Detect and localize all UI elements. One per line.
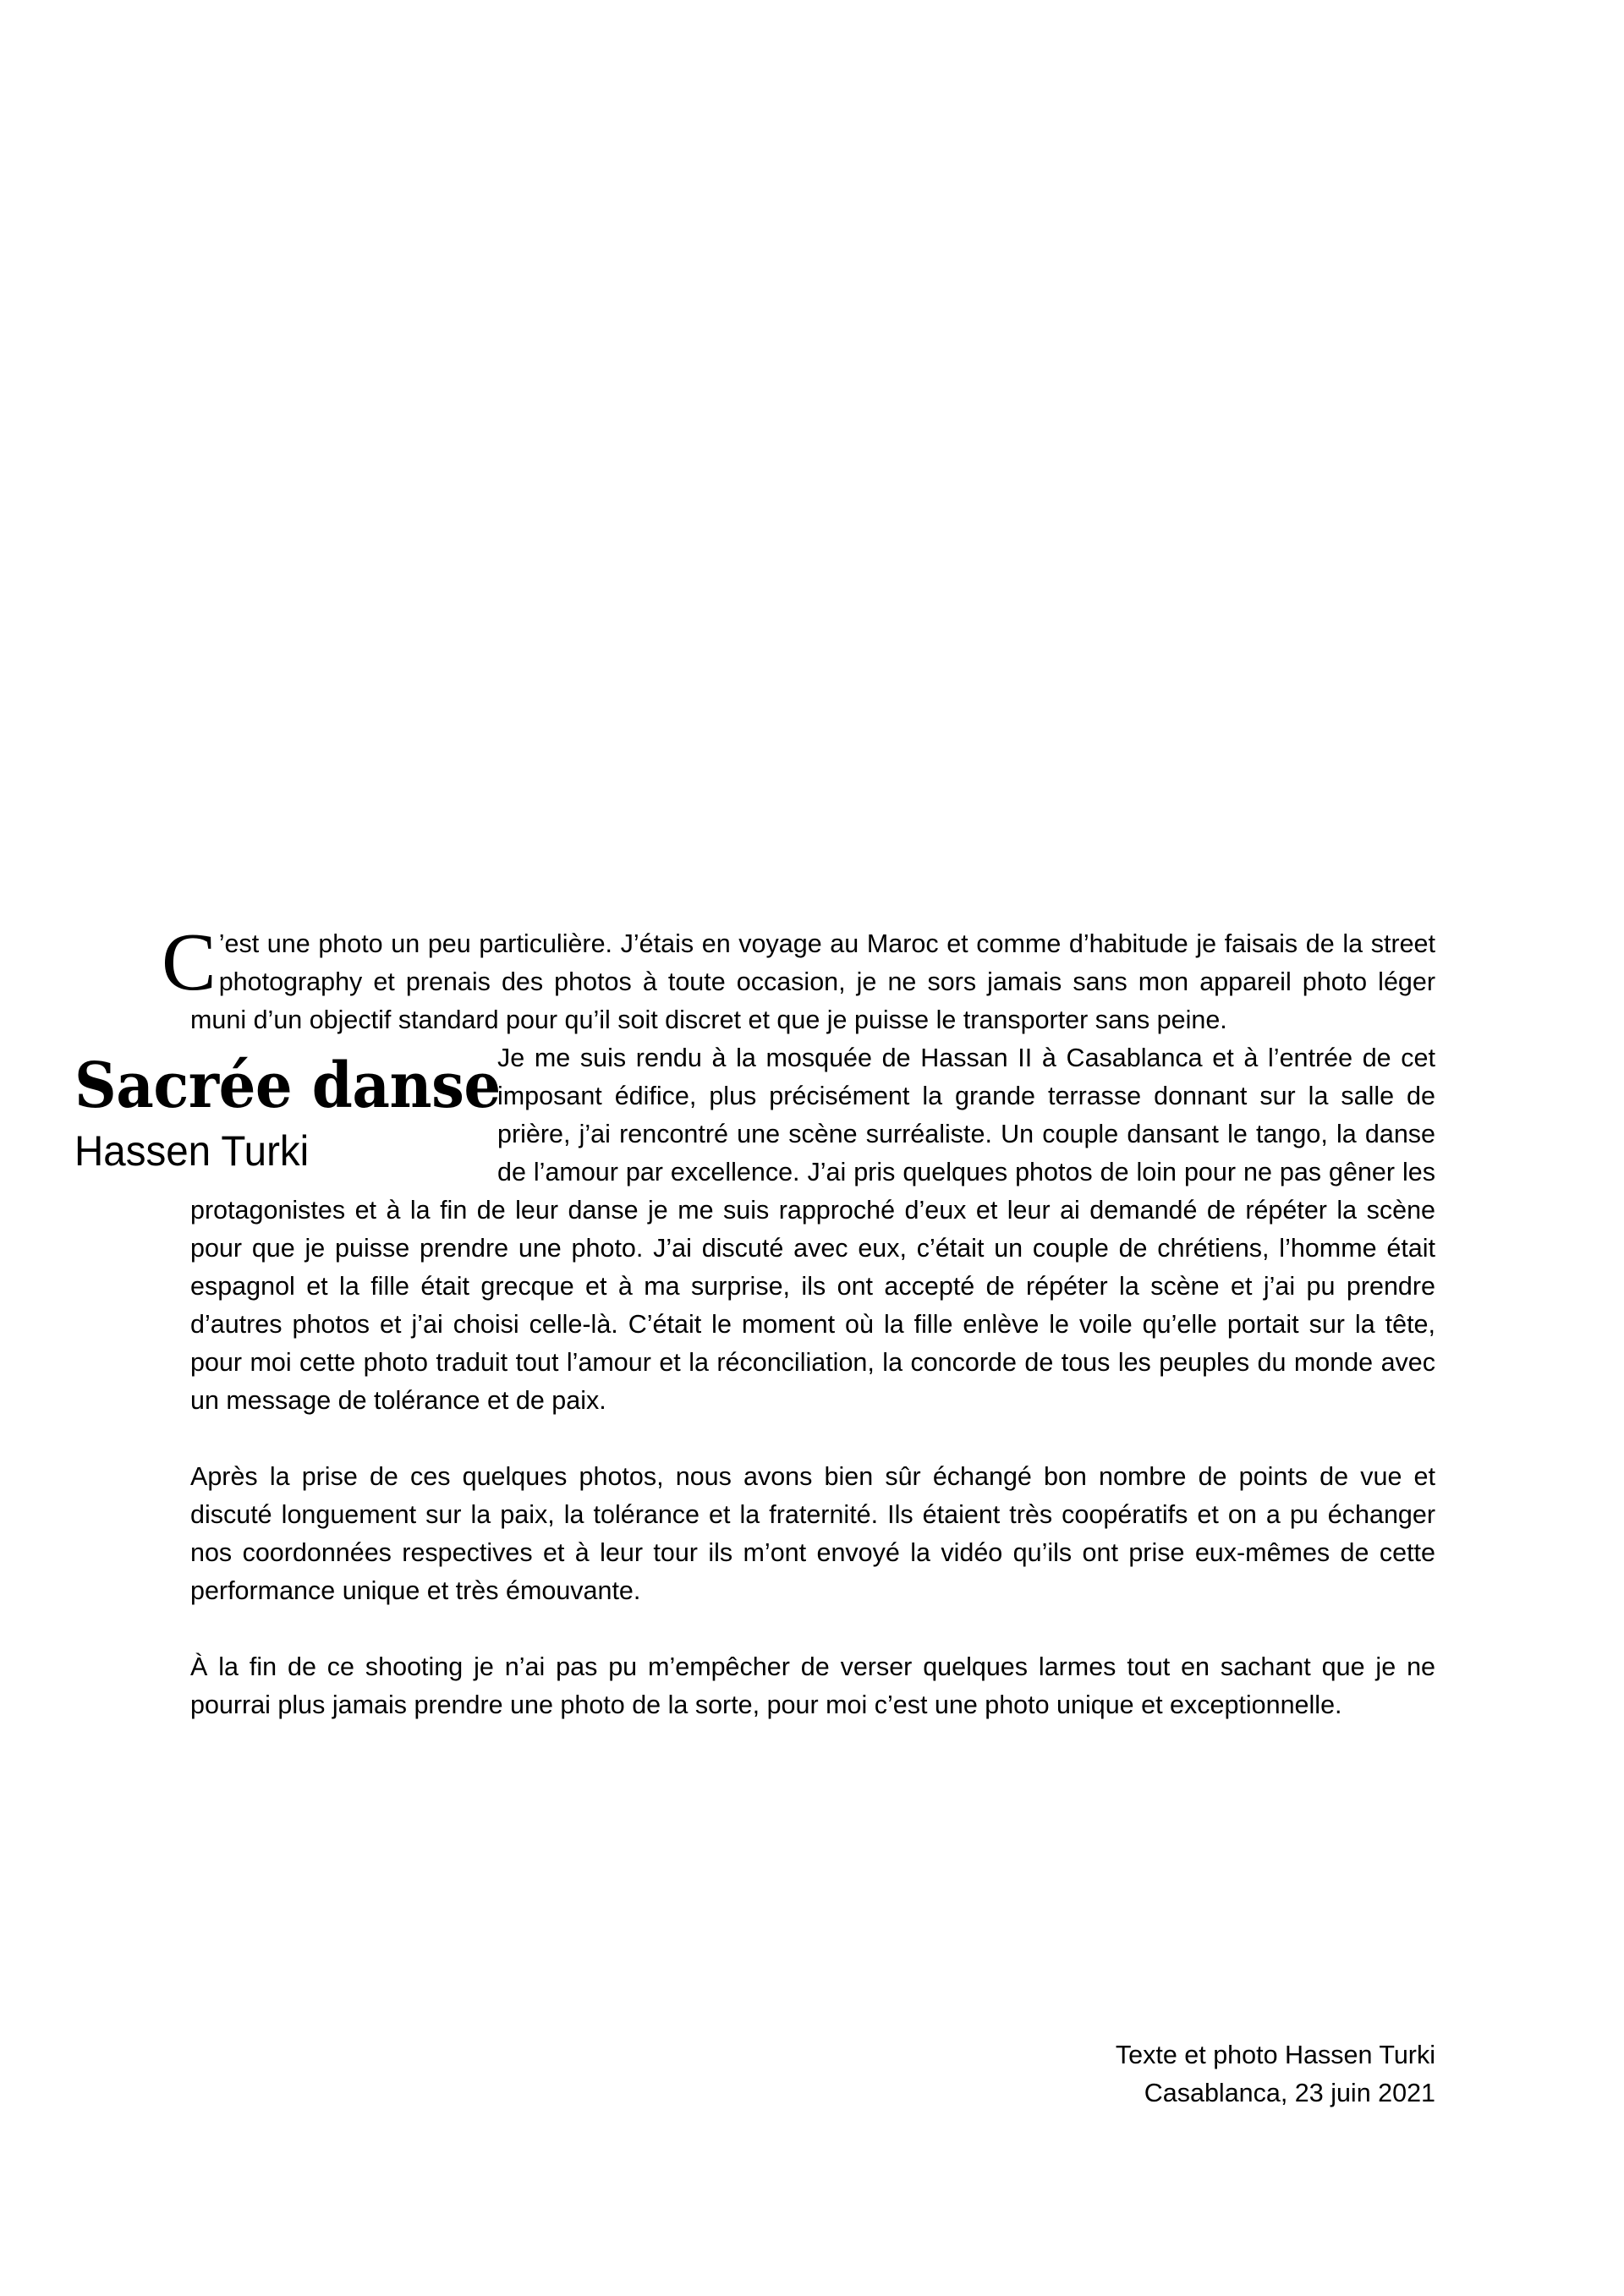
signature-place-date: Casablanca, 23 juin 2021: [1144, 2079, 1435, 2107]
paragraph-2: Je me suis rendu à la mosquée de Hassan II à Casablanca et à l’entrée de cet imposant édifice, plus précisément la grande terrasse donnant sur la salle de prière, j’ai rencontré une scène surréaliste. Un couple dansant le tango, la danse de l’amour par excellence. J’ai pris quelques photos de loin pour ne pas gêner les protagonistes et à la fin de leur danse je me suis rapproché d’eux et leur ai demandé de répéter la scène pour que je puisse prendre une photo. J’ai discuté avec eux, c’était un couple de chrétiens, l’homme était espagnol et la fille était grecque et à ma surprise, ils ont accepté de répéter la scène et j’ai pu prendre d’autres photos et j’ai choisi celle-là. C’était le moment où la fille enlève le voile qu’elle portait sur la tête, pour moi cette photo traduit tout l’amour et la réconciliation, la concorde de tous les peuples du monde avec un message de tolérance et de paix.: [190, 1044, 1435, 1415]
paragraph-4: À la fin de ce shooting je n’ai pas pu m’empêcher de verser quelques larmes tout en sachant que je ne pourrai plus jamais prendre une photo de la sorte, pour moi c’est une photo unique et exceptionnelle.: [190, 1652, 1435, 1719]
title-block: [74, 1049, 501, 1176]
paragraph-3: Après la prise de ces quelques photos, nous avons bien sûr échangé bon nombre de points de vue et discuté longuement sur la paix, la tolérance et la fraternité. Ils étaient très coopératifs et on a pu échanger nos coordonnées respectives et à leur tour ils m’ont envoyé la vidéo qu’ils ont prise eux-mêmes de cette performance unique et très émouvante.: [190, 1462, 1435, 1605]
page-title: Sacrée danse: [74, 1049, 501, 1122]
article-body: [74, 917, 1435, 1724]
paragraph-intro: [162, 917, 1435, 1039]
drop-cap: C: [162, 917, 217, 1007]
paragraph-intro-text: ’est une photo un peu particulière. J’étais en voyage au Maroc et comme d’habitude je faisais de la street photography et prenais des photos à toute occasion, je ne sors jamais sans mon appareil photo léger muni d’un objectif standard pour qu’il soit discret et que je puisse le transporter sans peine.: [190, 929, 1435, 1034]
signature-block: [190, 2036, 1435, 2112]
author-byline: Hassen Turki: [74, 1127, 310, 1175]
signature-credit: Texte et photo Hassen Turki: [1115, 2041, 1435, 2069]
